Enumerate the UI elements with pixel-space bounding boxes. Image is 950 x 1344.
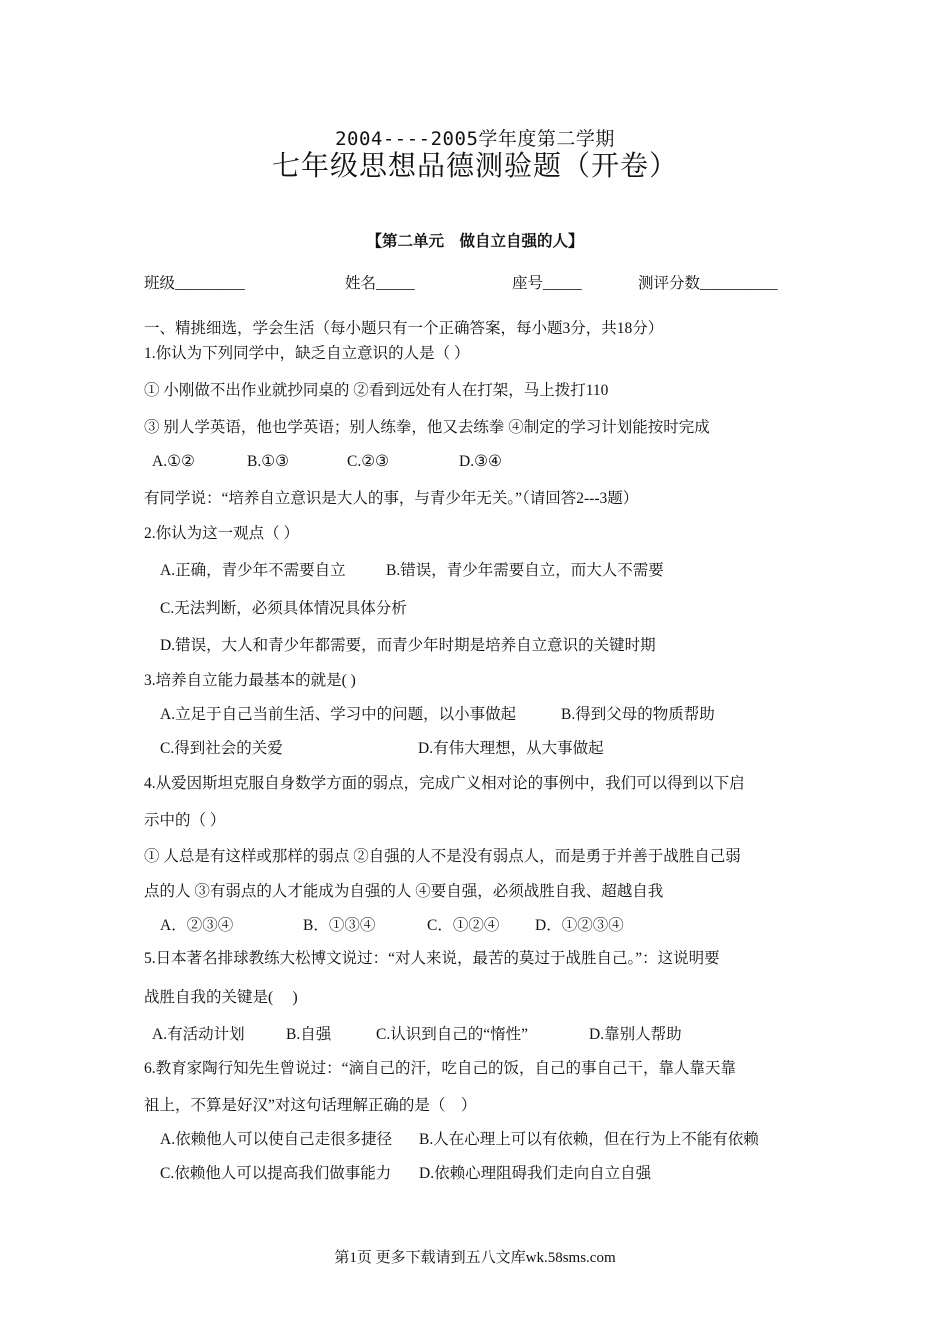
q4-option-d: D．①②③④ [535,917,624,934]
q1-stem: 1.你认为下列同学中，缺乏自立意识的人是（ ） [144,345,470,362]
class-field[interactable]: 班级_________ [144,275,245,292]
q3-option-d: D.有伟大理想，从大事做起 [418,740,604,757]
q1-option-d: D.③④ [459,453,502,470]
q5-option-c: C.认识到自己的“惰性” [376,1026,528,1043]
seat-field[interactable]: 座号_____ [512,275,582,292]
q6-stem-line2: 祖上，不算是好汉”对这句话理解正确的是（ ） [144,1097,477,1114]
q5-option-b: B.自强 [286,1026,332,1043]
q5-stem-line1: 5.日本著名排球教练大松博文说过：“对人来说，最苦的莫过于战胜自己。”：这说明要 [144,950,720,967]
q4-stem-line2: 示中的（ ） [144,812,226,829]
q2-3-intro: 有同学说：“培养自立意识是大人的事，与青少年无关。”（请回答2---3题） [144,490,639,507]
q3-option-c: C.得到社会的关爱 [160,740,283,757]
q2-option-a: A.正确，青少年不需要自立 [160,562,346,579]
q1-option-c: C.②③ [347,453,390,470]
q2-option-b: B.错误，青少年需要自立，而大人不需要 [386,562,664,579]
q1-option-a: A.①② [152,453,195,470]
q3-option-b: B.得到父母的物质帮助 [561,706,715,723]
q5-option-a: A.有活动计划 [152,1026,245,1043]
q4-option-b: B．①③④ [303,917,376,934]
score-field[interactable]: 测评分数__________ [638,275,778,292]
q4-items-line1: ① 人总是有这样或那样的弱点 ②自强的人不是没有弱点人，而是勇于并善于战胜自己弱 [144,848,741,865]
q6-option-a: A.依赖他人可以使自己走很多捷径 [160,1131,393,1148]
year-line: 2004----2005学年度第二学期 [335,128,615,150]
q6-option-d: D.依赖心理阻碍我们走向自立自强 [419,1165,652,1182]
q6-option-b: B.人在心理上可以有依赖，但在行为上不能有依赖 [419,1131,759,1148]
q4-option-a: A．②③④ [160,917,234,934]
q1-items-a: ① 小刚做不出作业就抄同桌的 ②看到远处有人在打架，马上拨打110 [144,382,609,399]
unit-heading: 【第二单元 做自立自强的人】 [366,232,584,250]
q1-option-b: B.①③ [247,453,290,470]
q3-stem: 3.培养自立能力最基本的就是( ) [144,672,356,689]
q4-items-line2: 点的人 ③有弱点的人才能成为自强的人 ④要自强，必须战胜自我、超越自我 [144,883,664,900]
q2-option-c: C.无法判断，必须具体情况具体分析 [160,600,407,617]
q6-stem-line1: 6.教育家陶行知先生曾说过：“滴自己的汗，吃自己的饭，自己的事自己干，靠人靠天靠 [144,1060,737,1077]
section-heading: 一、精挑细选，学会生活（每小题只有一个正确答案，每小题3分，共18分） [144,320,664,337]
q6-option-c: C.依赖他人可以提高我们做事能力 [160,1165,392,1182]
q3-option-a: A.立足于自己当前生活、学习中的问题，以小事做起 [160,706,517,723]
name-field[interactable]: 姓名_____ [345,275,415,292]
q2-option-d: D.错误，大人和青少年都需要，而青少年时期是培养自立意识的关键时期 [160,637,656,654]
q1-items-b: ③ 别人学英语，他也学英语；别人练拳，他又去练拳 ④制定的学习计划能按时完成 [144,419,710,436]
q5-stem-line2: 战胜自我的关键是( ) [144,989,298,1006]
page-footer: 第1页 更多下载请到五八文库wk.58sms.com [334,1250,616,1266]
page-title: 七年级思想品德测验题（开卷） [271,151,678,182]
q4-stem-line1: 4.从爱因斯坦克服自身数学方面的弱点，完成广义相对论的事例中，我们可以得到以下启 [144,775,745,792]
q5-option-d: D.靠别人帮助 [589,1026,682,1043]
q4-option-c: C．①②④ [427,917,500,934]
q2-stem: 2.你认为这一观点（ ） [144,525,300,542]
